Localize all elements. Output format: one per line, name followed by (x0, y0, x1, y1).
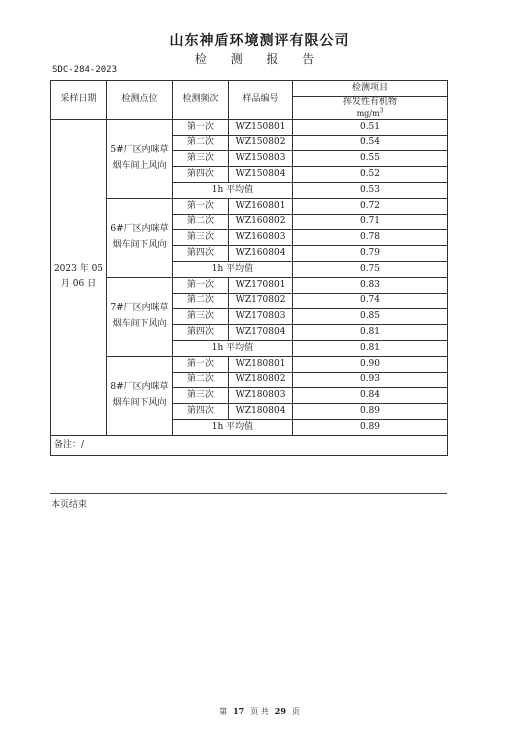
average-value-cell: 0.53 (293, 182, 448, 198)
frequency-cell: 第三次 (173, 388, 229, 404)
site-cell: 6#厂区内咪草烟车间下风向 (107, 198, 173, 277)
frequency-cell: 第二次 (173, 214, 229, 230)
site-cell: 8#厂区内咪草烟车间下风向 (107, 356, 173, 435)
company-name: 山东神盾环境测评有限公司 (169, 33, 350, 49)
header-item (293, 96, 448, 119)
value-cell: 0.55 (293, 151, 448, 167)
value-cell: 0.89 (293, 404, 448, 420)
sampling-date-line2: 月 06 日 (60, 279, 97, 290)
sample-no-cell: WZ150804 (229, 167, 293, 183)
report-title: 检 测 报 告 (194, 52, 325, 66)
frequency-cell: 第一次 (173, 356, 229, 372)
value-cell: 0.52 (293, 167, 448, 183)
header-item-name: 挥发性有机物 (342, 96, 397, 107)
sample-no-cell: WZ150802 (229, 135, 293, 151)
table-row (51, 356, 448, 372)
frequency-cell: 第二次 (173, 372, 229, 388)
header-unit (293, 108, 447, 119)
value-cell: 0.85 (293, 309, 448, 325)
frequency-cell: 第一次 (173, 119, 229, 135)
average-label-cell: 1h 平均值 (173, 340, 293, 356)
value-cell: 0.81 (293, 325, 448, 341)
frequency-cell: 第三次 (173, 151, 229, 167)
page-prefix: 第 (219, 707, 228, 716)
sample-no-cell: WZ170802 (229, 293, 293, 309)
sampling-date-line1: 2023 年 05 (53, 264, 104, 275)
frequency-cell: 第二次 (173, 293, 229, 309)
results-body (51, 119, 448, 435)
average-label-cell: 1h 平均值 (173, 419, 293, 435)
frequency-cell: 第四次 (173, 325, 229, 341)
page-number (0, 706, 519, 717)
sample-no-cell: WZ150803 (229, 151, 293, 167)
frequency-cell: 第一次 (173, 198, 229, 214)
table-row (51, 119, 448, 135)
header-unit-exponent: 3 (379, 107, 384, 115)
value-cell: 0.54 (293, 135, 448, 151)
frequency-cell: 第二次 (173, 135, 229, 151)
value-cell: 0.72 (293, 198, 448, 214)
header-unit-base: mg/m (356, 108, 380, 118)
average-value-cell: 0.75 (293, 261, 448, 277)
average-value-cell: 0.89 (293, 419, 448, 435)
value-cell: 0.78 (293, 230, 448, 246)
frequency-cell: 第四次 (173, 246, 229, 262)
frequency-cell: 第四次 (173, 404, 229, 420)
site-cell: 7#厂区内咪草烟车间下风向 (107, 277, 173, 356)
value-cell: 0.71 (293, 214, 448, 230)
sample-no-cell: WZ180802 (229, 372, 293, 388)
note-cell: 备注：/ (51, 435, 448, 455)
results-table (50, 80, 448, 456)
frequency-cell: 第三次 (173, 230, 229, 246)
sample-no-cell: WZ180804 (229, 404, 293, 420)
header-sample-no: 样品编号 (229, 81, 293, 120)
frequency-cell: 第三次 (173, 309, 229, 325)
page-current: 17 (233, 706, 245, 716)
sample-no-cell: WZ160802 (229, 214, 293, 230)
frequency-cell: 第一次 (173, 277, 229, 293)
sample-no-cell: WZ160803 (229, 230, 293, 246)
value-cell: 0.84 (293, 388, 448, 404)
average-value-cell: 0.81 (293, 340, 448, 356)
header-site: 检测点位 (107, 81, 173, 120)
end-divider (50, 493, 447, 494)
sample-no-cell: WZ160804 (229, 246, 293, 262)
value-cell: 0.93 (293, 372, 448, 388)
value-cell: 0.79 (293, 246, 448, 262)
sampling-date-cell (51, 119, 107, 435)
sample-no-cell: WZ160801 (229, 198, 293, 214)
sample-no-cell: WZ170801 (229, 277, 293, 293)
sample-no-cell: WZ170803 (229, 309, 293, 325)
value-cell: 0.74 (293, 293, 448, 309)
average-label-cell: 1h 平均值 (173, 182, 293, 198)
average-label-cell: 1h 平均值 (173, 261, 293, 277)
header-item-group: 检测项目 (293, 81, 448, 97)
sample-no-cell: WZ170804 (229, 325, 293, 341)
sample-no-cell: WZ180801 (229, 356, 293, 372)
page-end-note: 本页结束 (51, 500, 88, 510)
sample-no-cell: WZ150801 (229, 119, 293, 135)
page-suffix: 页 (291, 707, 300, 716)
sample-no-cell: WZ180803 (229, 388, 293, 404)
value-cell: 0.90 (293, 356, 448, 372)
page-total: 29 (274, 706, 286, 716)
frequency-cell: 第四次 (173, 167, 229, 183)
value-cell: 0.83 (293, 277, 448, 293)
header-frequency: 检测频次 (173, 81, 229, 120)
page-mid: 页 共 (250, 707, 269, 716)
table-row (51, 277, 448, 293)
table-row (51, 198, 448, 214)
site-cell: 5#厂区内咪草烟车间上风向 (107, 119, 173, 198)
value-cell: 0.51 (293, 119, 448, 135)
header-sampling-date: 采样日期 (51, 81, 107, 120)
document-number: SDC-284-2023 (52, 65, 118, 75)
